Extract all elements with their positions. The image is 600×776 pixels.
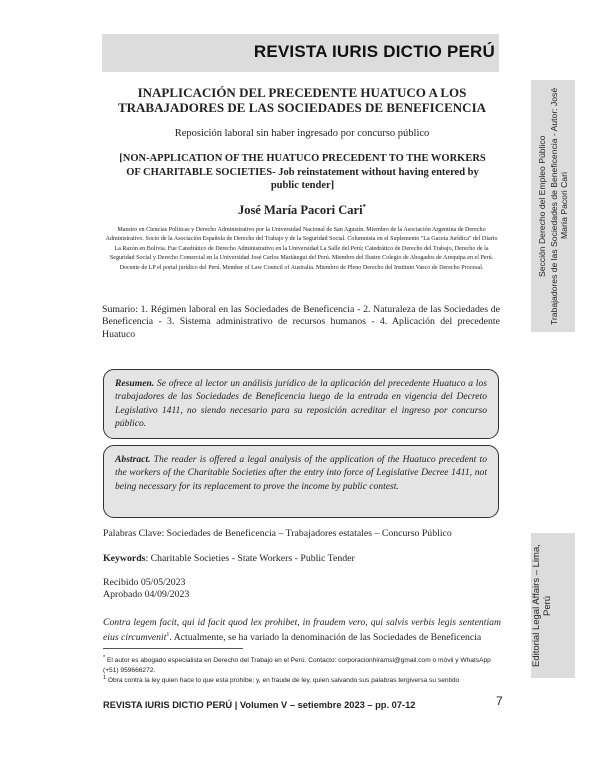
english-title: [NON-APPLICATION OF THE HUATUCO PRECEDENT TO THE WORKERS OF CHARITABLE SOCIETIES- Job reinstatement without having entered by public tender] [119,153,486,191]
abstract-box [103,445,499,518]
abstract-label: Abstract. [115,454,151,465]
abstract-text: The reader is offered a legal analysis of the application of the Huatuco precedent to the workers of the Charitable Societies after the entry into force of Legislative Decree 1411, not being necessary for its replacement to prove the income by public contest. [115,454,487,492]
resumen-label: Resumen. [115,378,155,389]
footnote-2 [103,674,498,686]
resumen-text: Se ofrece al lector un análisis jurídico de la aplicación del precedente Huatuco a los trabajadores de las Sociedades de Beneficencia luego de la entrada en vigencia del Decreto Legislativo 1411, no siendo necesario para su reposición acreditar el ingreso por concurso público. [115,378,487,430]
footnote-1-mark: * [103,655,106,661]
page-footer [103,700,415,710]
body-text: . Actualmente, se ha variado la denominación de las Sociedades de Beneficencia [169,632,482,644]
title-line-2: TRABAJADORES DE LAS SOCIEDADES DE BENEFICENCIA [117,100,487,115]
latin-quote: Contra legem facit, qui id facit quod lex prohibet, in fraudem vero, qui salvis verbis legis sententiam eius circumvenit [103,617,501,644]
keywords-en-label: Keywords [103,553,146,564]
author-affiliation: Maestro en Ciencias Políticas y Derecho Administrativo por la Universidad Nacional de San Agustín. Miembro de la Asociación Argentina de Derecho Administrativo. Socio de la Asociación Española de Derecho del Trabajo y de la Seguridad Social. Columnista en el Suplemento "La Gaceta Jurídica" del Diario La Razón en Bolivia. Fue Catedrático de Derecho Administrativo en la Universidad La Salle del Perú; Catedrático de Derecho del Trabajo, Derecho de la Seguridad Social y Derecho Comercial en la Universidad José Carlos Mariátegui del Perú. Miembro del Ilustre Colegio de Abogados de Arequipa en el Perú. Docente de LP el portal jurídico del Perú. Member of Law Council of Australia. Miembro de Pleno Derecho del Instituto Vasco de Derecho Procesal. [105,227,498,271]
approved-date: Aprobado 04/09/2023 [103,589,190,601]
article-title [102,85,502,115]
footer-issue: | Volumen V – setiembre 2023 – pp. 07-12 [232,700,416,710]
footnote-2-mark: 1 [103,675,107,681]
author-footnote-mark: * [362,203,367,211]
side-label-top [531,80,575,332]
keywords-es [103,528,452,539]
keywords-en [103,553,355,564]
article-subtitle: Reposición laboral sin haber ingresado por concurso público [174,128,430,139]
dates [103,577,189,602]
title-line-1: INAPLICACIÓN DEL PRECEDENTE HUATUCO A LOS [137,85,467,100]
side-label-bottom [531,533,575,678]
footnote-2-text: Obra contra la ley quien hace lo que esta prohíbe; y, en fraude de ley, quien salvando sus palabras tergiversa su sentido [106,677,460,685]
side-label-topic: Trabajadores de las Sociedades de Beneficencia - Autor: José María Pacori Cari [549,87,569,325]
journal-name: REVISTA IURIS DICTIO PERÚ [253,42,495,61]
keywords-es-label: Palabras Clave [103,528,162,539]
author-text: José María Pacori Cari [237,203,363,218]
page-number: 7 [496,694,503,708]
footnote-divider [103,648,243,649]
keywords-en-text: : Charitable Societies - State Workers - Public Tender [145,553,355,564]
publisher-label: Editorial Legal Affairs – Lima, Perú [531,544,553,667]
footnote-1 [103,654,498,675]
body-paragraph [103,616,501,644]
latin-footnote-mark: 1 [166,632,170,638]
footer-journal: REVISTA IURIS DICTIO PERÚ [103,700,233,710]
received-date: Recibido 05/05/2023 [103,577,186,588]
summary: Sumario: 1. Régimen laboral en las Sociedades de Beneficencia - 2. Naturaleza de las Sociedades de Beneficencia - 3. Sistema administrativo de recursos humanos - 4. Aplicación del precedente Huatuco [102,304,500,340]
resumen-box [103,369,499,439]
side-label-section: Sección Derecho del Empleo Público [537,135,547,277]
author-name [102,203,502,218]
footnote-1-text: El autor es abogado especialista en Derecho del Trabajo en el Perú. Contacto: corporacionhiramsl@gmail.com o móvil y WhatsApp (+51) 959666272. [103,657,491,674]
keywords-es-text: : Sociedades de Beneficencia – Trabajadores estatales – Concurso Público [161,528,452,539]
